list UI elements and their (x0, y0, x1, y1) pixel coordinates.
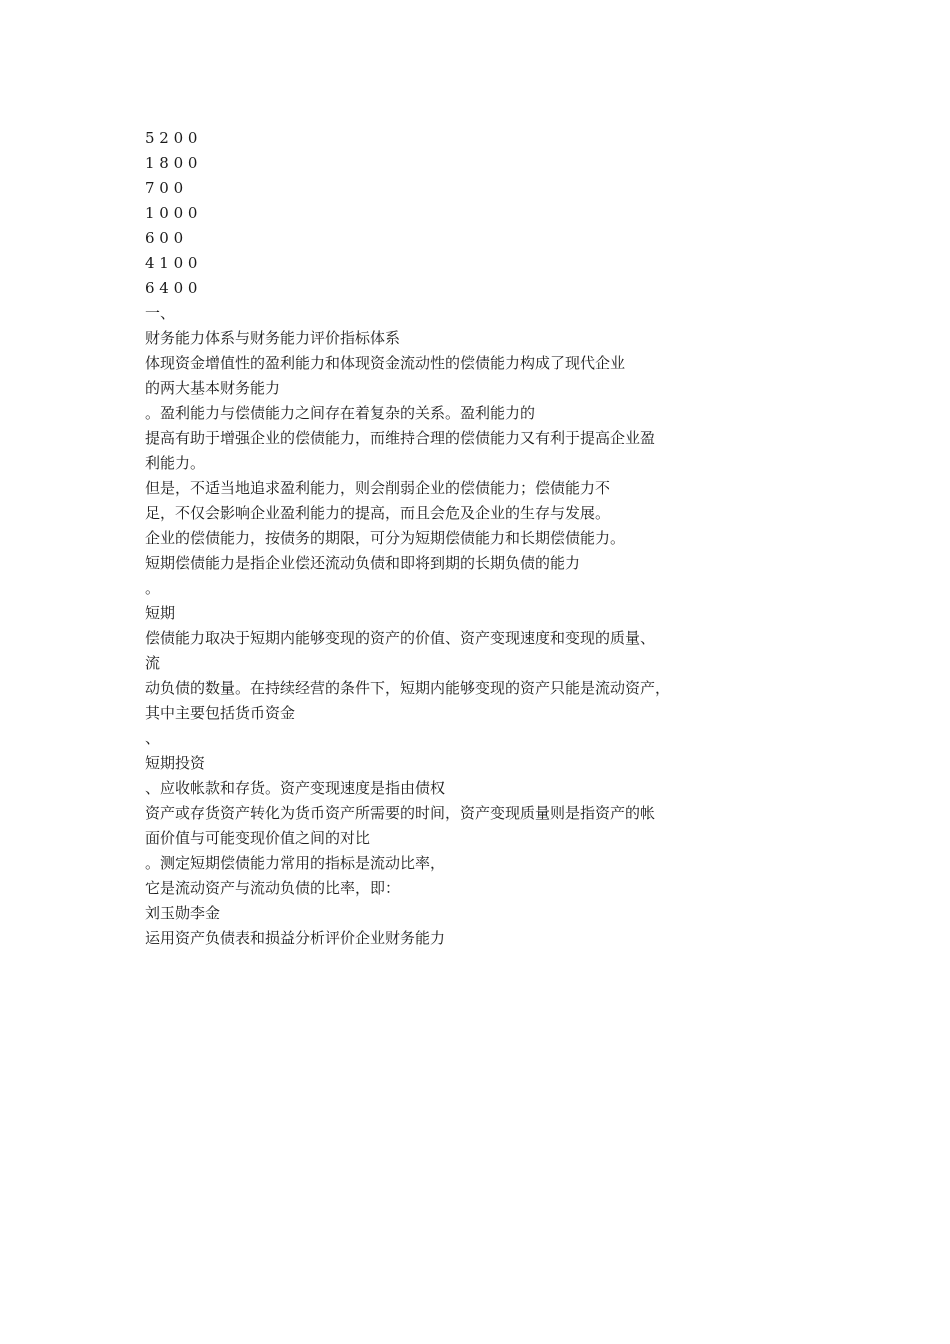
number-line: 4 1 0 0 (145, 254, 198, 272)
text-line: 体现资金增值性的盈利能力和体现资金流动性的偿债能力构成了现代企业 (145, 354, 626, 372)
text-line: 它是流动资产与流动负债的比率，即： (145, 879, 401, 897)
text-line: 足，不仅会影响企业盈利能力的提高，而且会危及企业的生存与发展。 (145, 504, 611, 522)
section-heading: 财务能力体系与财务能力评价指标体系 (145, 329, 401, 347)
text-line: 其中主要包括货币资金 (145, 704, 296, 722)
text-line: 提高有助于增强企业的偿债能力，而维持合理的偿债能力又有利于提高企业盈 (145, 429, 656, 447)
number-line: 7 0 0 (145, 179, 184, 197)
text-line: 的两大基本财务能力 (145, 379, 281, 397)
text-line: 但是，不适当地追求盈利能力，则会削弱企业的偿债能力；偿债能力不 (145, 479, 611, 497)
article-title: 运用资产负债表和损益分析评价企业财务能力 (145, 929, 446, 947)
number-line: 6 4 0 0 (145, 279, 198, 297)
text-line: 短期 (145, 604, 176, 622)
number-line: 1 0 0 0 (145, 204, 198, 222)
text-line: 短期偿债能力是指企业偿还流动负债和即将到期的长期负债的能力 (145, 554, 581, 572)
text-line: 短期投资 (145, 754, 206, 772)
text-line: 动负债的数量。在持续经营的条件下，短期内能够变现的资产只能是流动资产， (145, 679, 671, 697)
text-line: 、 (145, 729, 161, 747)
text-line: 面价值与可能变现价值之间的对比 (145, 829, 371, 847)
text-line: 。测定短期偿债能力常用的指标是流动比率， (145, 854, 446, 872)
text-line: 偿债能力取决于短期内能够变现的资产的价值、资产变现速度和变现的质量、 (145, 629, 656, 647)
number-line: 6 0 0 (145, 229, 184, 247)
text-line: 资产或存货资产转化为货币资产所需要的时间，资产变现质量则是指资产的帐 (145, 804, 656, 822)
author-line: 刘玉勋李金 (145, 904, 221, 922)
text-line: 。盈利能力与偿债能力之间存在着复杂的关系。盈利能力的 (145, 404, 536, 422)
section-number: 一、 (145, 304, 176, 322)
text-line: 。 (145, 579, 161, 597)
text-line: 企业的偿债能力，按债务的期限，可分为短期偿债能力和长期偿债能力。 (145, 529, 626, 547)
number-line: 5 2 0 0 (145, 129, 198, 147)
text-line: 利能力。 (145, 454, 206, 472)
document-body (145, 126, 785, 951)
text-line: 、应收帐款和存货。资产变现速度是指由债权 (145, 779, 446, 797)
number-line: 1 8 0 0 (145, 154, 198, 172)
text-line: 流 (145, 654, 161, 672)
